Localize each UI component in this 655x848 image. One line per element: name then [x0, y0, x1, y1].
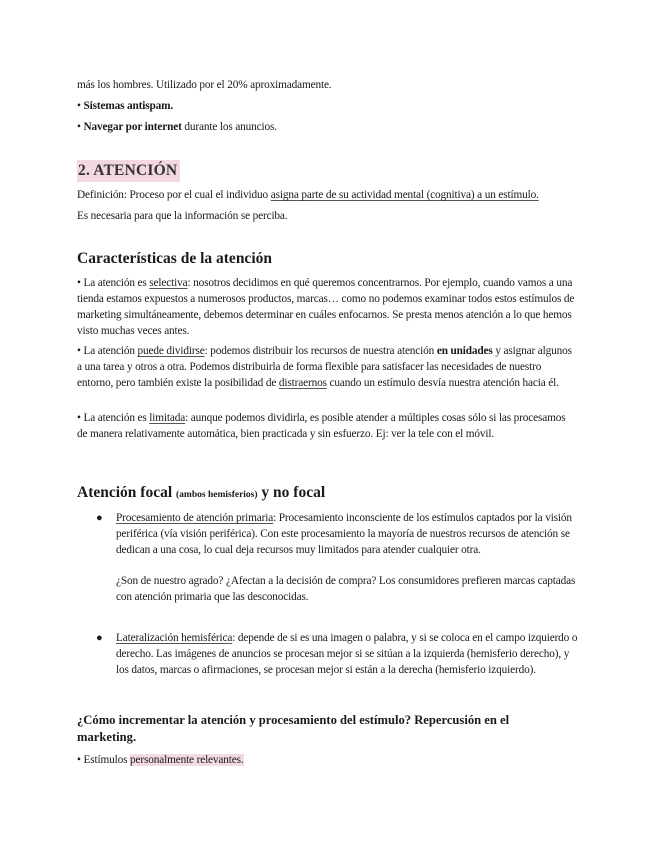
- heading-atencion-focal: Atención focal (ambos hemisferios) y no focal: [77, 484, 326, 501]
- heading-caracteristicas: Características de la atención: [77, 250, 272, 267]
- definition-line-2: Es necesaria para que la información se perciba.: [77, 210, 288, 222]
- list-item-atencion-primaria: Procesamiento de atención primaria: Procesamiento inconsciente de los estímulos captados por la visión periférica (vía visión periférica). Con este procesamiento la mayoría de nuestros recursos de atención se dedican a una cosa, lo cual deja recursos muy limitados para atender cualquier otra.: [116, 512, 572, 556]
- bullet-estimulos: • Estímulos personalmente relevantes.: [77, 754, 244, 766]
- paragraph-limitada: • La atención es limitada: aunque podemos dividirla, es posible atender a múltiples cosas sólo si las procesamos de manera relativamente automática, bien practicada y sin esfuerzo. Ej: ver la tele con el móvil.: [77, 412, 566, 440]
- bullet-dot-icon: ●: [96, 512, 103, 524]
- list-item-lateralizacion: Lateralización hemisférica: depende de si es una imagen o palabra, y si se coloca en el campo izquierdo o derecho. Las imágenes de anuncios se procesan mejor si se sitúan a la izquierda (hemisferio derecho), y los datos, marcas o afirmaciones, se procesan mejor si están a la derecha (hemisferio izquierdo).: [116, 632, 578, 676]
- intro-line: más los hombres. Utilizado por el 20% aproximadamente.: [77, 79, 332, 91]
- section-title: 2. ATENCIÓN: [77, 160, 180, 182]
- definition-line: Definición: Proceso por el cual el individuo asigna parte de su actividad mental (cognitiva) a un estímulo.: [77, 189, 539, 201]
- paragraph-selectiva: • La atención es selectiva: nosotros decidimos en qué queremos concentrarnos. Por ejemplo, cuando vamos a una tienda estamos expuestos a numerosos productos, marcas… como no podemos examinar todos estos estímulos de marketing simultáneamente, debemos determinar en cuáles enfocarnos. Se presta menos atención a lo que hemos visto muchas veces antes.: [77, 277, 575, 337]
- bullet-antispam: • Sistemas antispam.: [77, 100, 174, 112]
- bullet-dot-icon: ●: [96, 632, 103, 644]
- list-item-atencion-primaria-extra: ¿Son de nuestro agrado? ¿Afectan a la decisión de compra? Los consumidores prefieren marcas captadas con atención primaria que las desconocidas.: [116, 575, 576, 603]
- heading-incrementar: ¿Cómo incrementar la atención y procesamiento del estímulo? Repercusión en el marketing.: [77, 713, 510, 744]
- bullet-navegar: • Navegar por internet durante los anuncios.: [77, 121, 277, 133]
- paragraph-dividirse: • La atención puede dividirse: podemos distribuir los recursos de nuestra atención en unidades y asignar algunos a una tarea y otros a otra. Podemos distribuirla de forma flexible para satisfacer las necesidades de nuestro entorno, pero también existe la posibilidad de distraernos cuando un estímulo desvía nuestra atención hacia él.: [77, 345, 572, 389]
